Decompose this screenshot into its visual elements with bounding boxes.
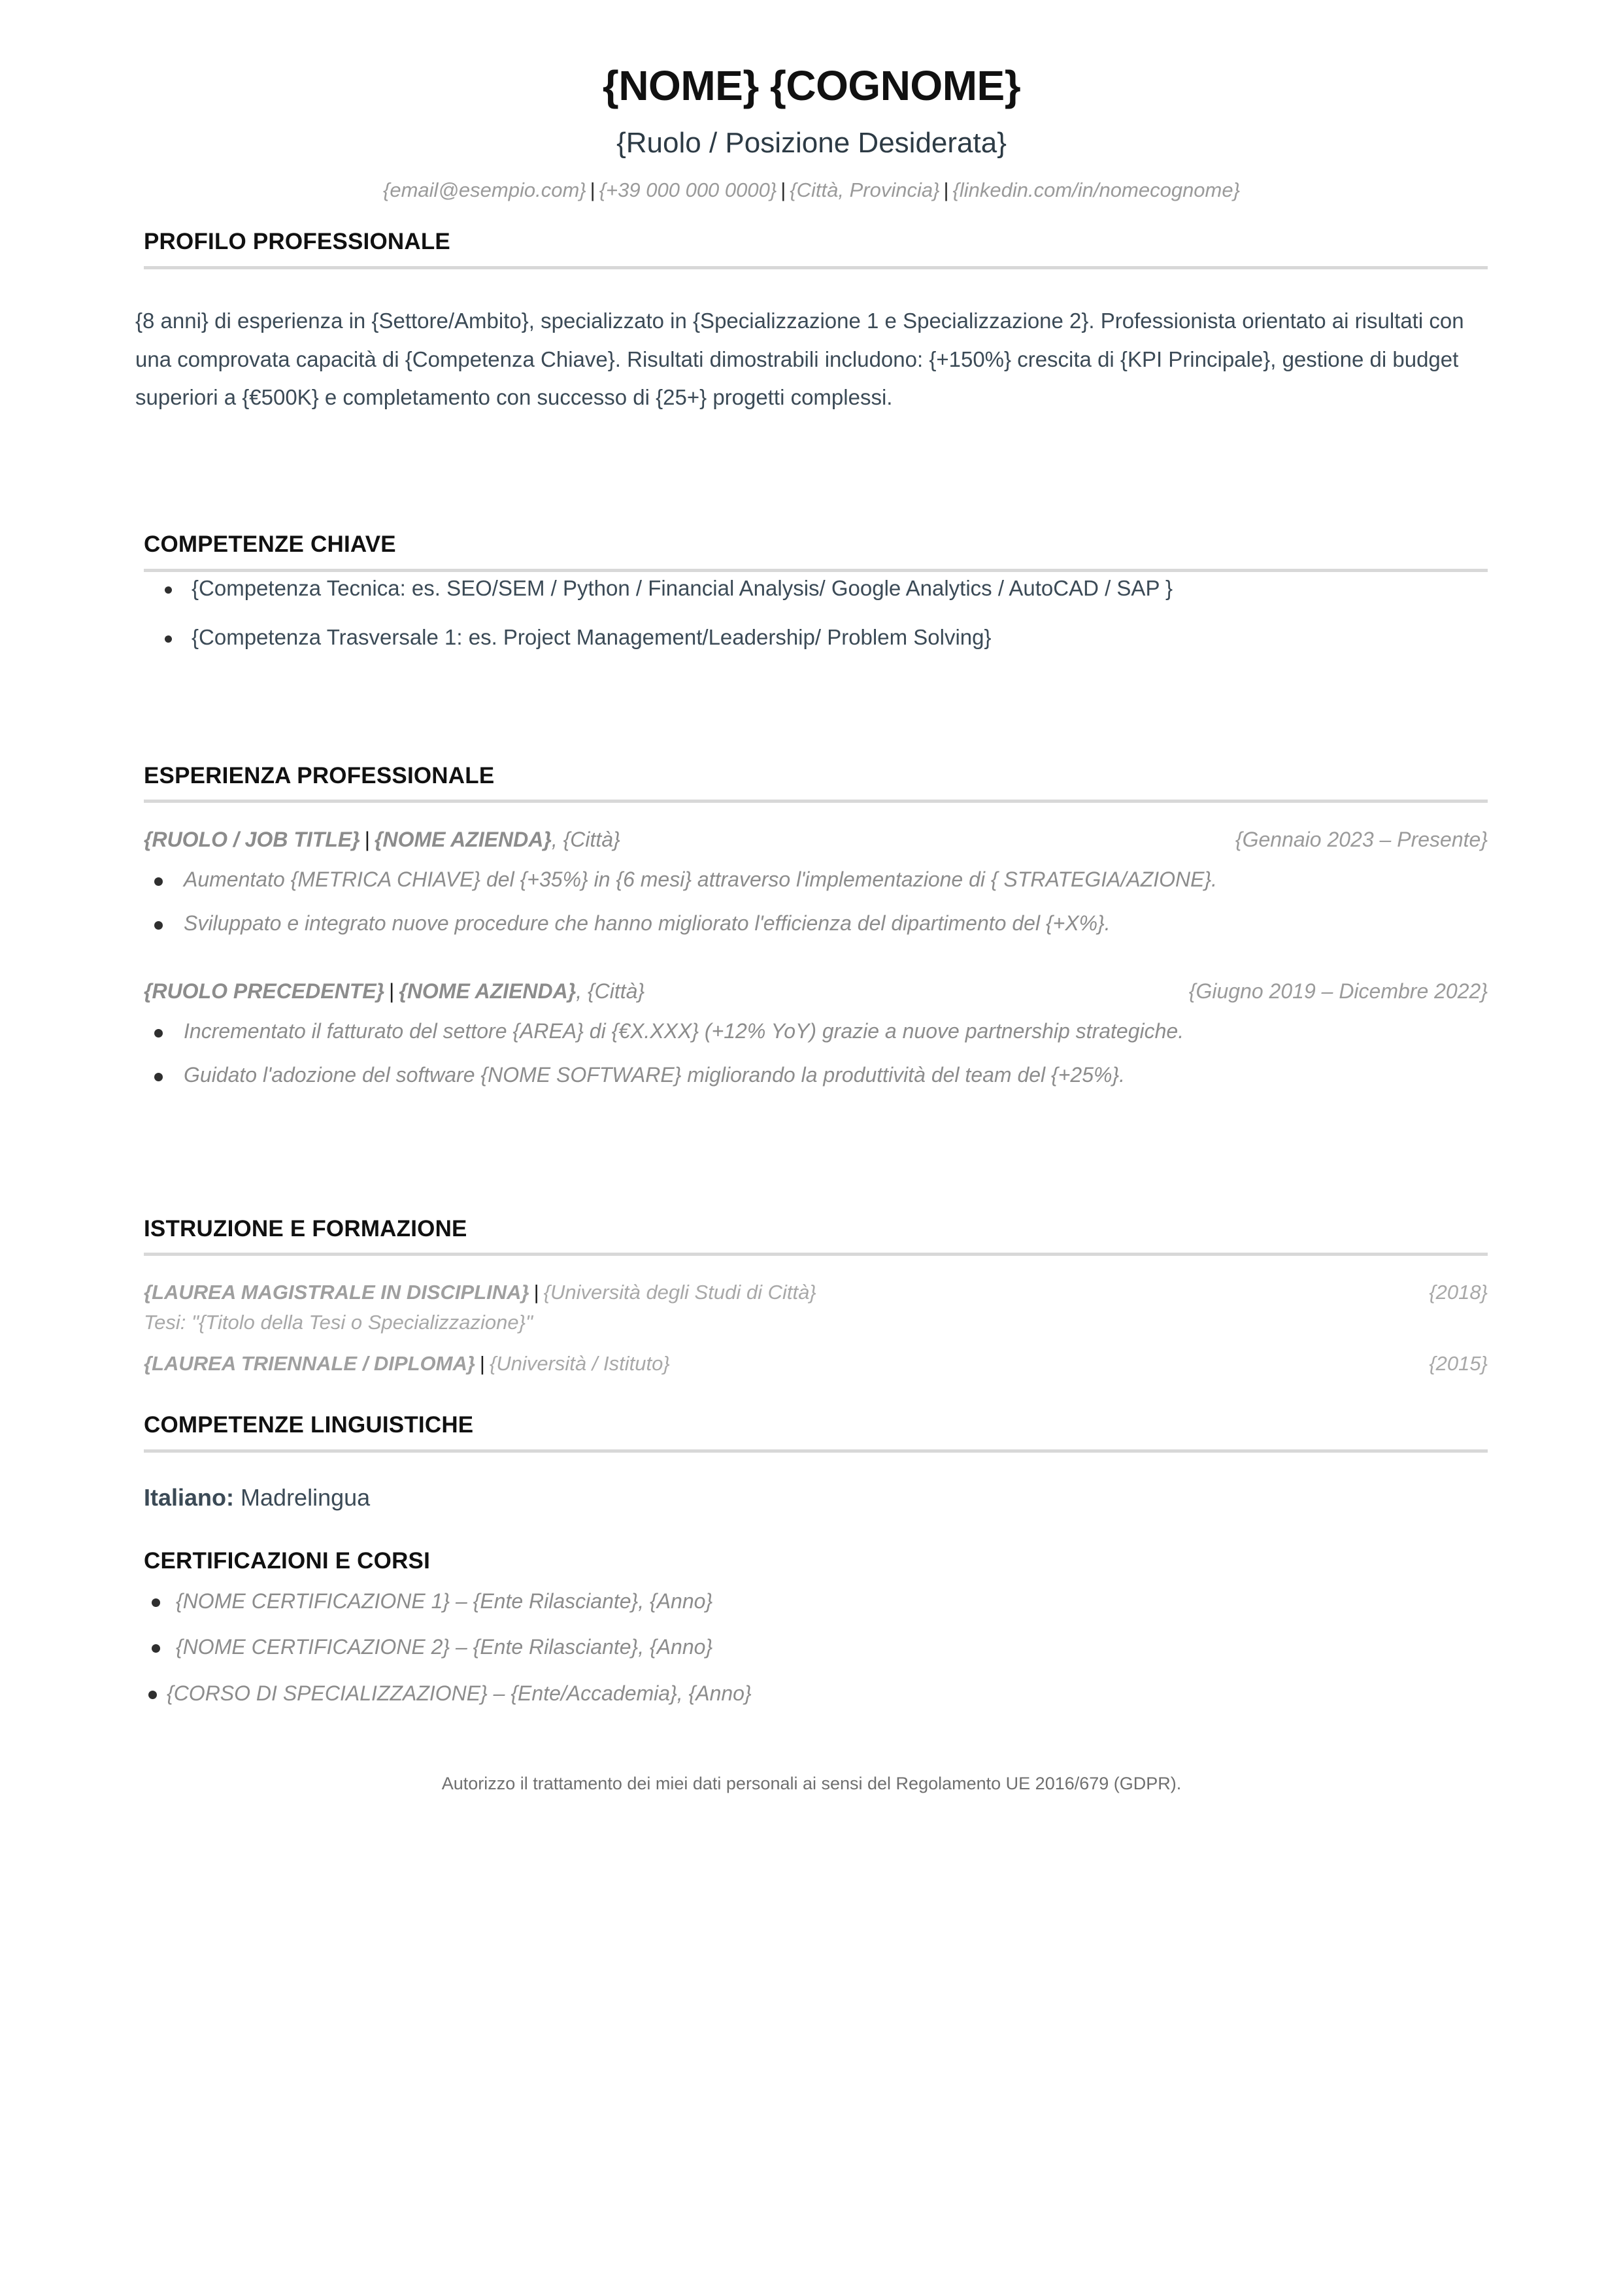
section-certifications xyxy=(135,1513,1488,1708)
section-skills xyxy=(135,417,1488,654)
section-heading-profile: PROFILO PROFESSIONALE xyxy=(144,229,450,255)
education-separator: | xyxy=(479,1351,485,1375)
section-experience xyxy=(135,671,1488,1091)
contact-separator-3: | xyxy=(943,178,949,202)
job-city: , xyxy=(551,828,563,852)
job-company: {NOME AZIENDA} xyxy=(399,979,577,1004)
experience-entry xyxy=(135,803,1488,939)
education-entry xyxy=(135,1256,1488,1336)
skills-list xyxy=(135,572,1488,654)
profile-paragraph: {8 anni} di esperienza in {Settore/Ambito}, specializzato in {Specializzazione 1 e Specializzazione 2}. Professionista orientato ai risultati con una comprovata capacità di {Competenza Chiave}. Risultati dimostrabili includono: {+150%} crescita di {KPI Principale}, gestione di budget superiori a {€500K} e completamento con successo di {25+} progetti complessi. xyxy=(135,308,1464,410)
language-item xyxy=(135,1453,1488,1513)
education-year: {2015} xyxy=(1429,1351,1488,1375)
contact-location: {Città, Provincia} xyxy=(790,178,940,202)
section-heading-experience: ESPERIENZA PROFESSIONALE xyxy=(144,762,495,788)
job-dates: {Gennaio 2023 – Presente} xyxy=(1235,828,1488,852)
experience-bullets xyxy=(135,1005,1488,1091)
desired-role: {Ruolo / Posizione Desiderata} xyxy=(616,126,1007,159)
job-role: {RUOLO / JOB TITLE} xyxy=(144,828,360,852)
education-entry-header xyxy=(135,1279,1488,1306)
section-profile xyxy=(135,202,1488,417)
contact-linkedin: {linkedin.com/in/nomecognome} xyxy=(952,178,1240,202)
section-heading-languages: COMPETENZE LINGUISTICHE xyxy=(144,1412,474,1438)
education-degree: {LAUREA TRIENNALE / DIPLOMA} xyxy=(144,1351,475,1375)
language-level: Madrelingua xyxy=(241,1483,371,1511)
language-name: Italiano: xyxy=(144,1483,235,1511)
job-city: , xyxy=(576,979,588,1004)
list-item: {Competenza Tecnica: es. SEO/SEM / Python / Financial Analysis/ Google Analytics / AutoCAD / SAP } xyxy=(135,572,1488,605)
education-degree: {LAUREA MAGISTRALE IN DISCIPLINA} xyxy=(144,1281,529,1304)
section-education xyxy=(135,1104,1488,1377)
contact-phone: {+39 000 000 0000} xyxy=(599,178,777,202)
section-heading-education: ISTRUZIONE E FORMAZIONE xyxy=(144,1215,467,1241)
certifications-list xyxy=(135,1574,1488,1708)
experience-entry-header xyxy=(135,826,1488,854)
list-item: Sviluppato e integrato nuove procedure che hanno migliorato l'efficienza del dipartimento del {+X%}. xyxy=(135,908,1488,939)
list-item: {CORSO DI SPECIALIZZAZIONE} – {Ente/Accademia}, {Anno} xyxy=(135,1678,1488,1708)
education-school: {Università degli Studi di Città} xyxy=(543,1281,816,1304)
education-school: {Università / Istituto} xyxy=(489,1351,670,1375)
list-item: Aumentato {METRICA CHIAVE} del {+35%} in {6 mesi} attraverso l'implementazione di { STRATEGIA/AZIONE}. xyxy=(135,864,1488,895)
education-title-line xyxy=(144,1351,670,1377)
job-separator: | xyxy=(389,979,395,1004)
education-separator: | xyxy=(533,1281,539,1304)
education-entry xyxy=(135,1336,1488,1377)
job-city-value: {Città} xyxy=(587,979,645,1004)
section-heading-skills: COMPETENZE CHIAVE xyxy=(144,532,396,558)
section-languages xyxy=(135,1377,1488,1513)
page-title: {NOME} {COGNOME} xyxy=(602,62,1021,109)
list-item: {Competenza Trasversale 1: es. Project Management/Leadership/ Problem Solving} xyxy=(135,621,1488,654)
job-city-value: {Città} xyxy=(563,828,620,852)
list-item: Guidato l'adozione del software {NOME SOFTWARE} migliorando la produttività del team del {+25%}. xyxy=(135,1060,1488,1090)
education-thesis: Tesi: "{Titolo della Tesi o Specializzazione}" xyxy=(144,1310,533,1334)
job-separator: | xyxy=(364,828,370,852)
contact-separator-1: | xyxy=(590,178,595,202)
job-company: {NOME AZIENDA} xyxy=(375,828,552,852)
experience-entry xyxy=(135,952,1488,1090)
contact-email: {email@esempio.com} xyxy=(383,178,586,202)
job-dates: {Giugno 2019 – Dicembre 2022} xyxy=(1188,979,1488,1004)
section-heading-certifications: CERTIFICAZIONI E CORSI xyxy=(144,1548,431,1574)
contact-separator-2: | xyxy=(780,178,786,202)
education-year: {2018} xyxy=(1429,1281,1488,1304)
list-item: Incrementato il fatturato del settore {AREA} di {€X.XXX} (+12% YoY) grazie a nuove partnership strategiche. xyxy=(135,1016,1488,1047)
contact-line xyxy=(135,160,1488,202)
experience-title-line xyxy=(144,978,644,1005)
experience-bullets xyxy=(135,854,1488,939)
experience-entry-header xyxy=(135,978,1488,1005)
job-role: {RUOLO PRECEDENTE} xyxy=(144,979,385,1004)
experience-title-line xyxy=(144,826,620,854)
education-entry-header xyxy=(135,1351,1488,1377)
education-title-line xyxy=(144,1279,816,1306)
list-item: {NOME CERTIFICAZIONE 2} – {Ente Rilasciante}, {Anno} xyxy=(135,1632,1488,1662)
gdpr-footer: Autorizzo il trattamento dei miei dati personali ai sensi del Regolamento UE 2016/679 (GDPR). xyxy=(441,1774,1182,1793)
list-item: {NOME CERTIFICAZIONE 1} – {Ente Rilasciante}, {Anno} xyxy=(135,1586,1488,1616)
